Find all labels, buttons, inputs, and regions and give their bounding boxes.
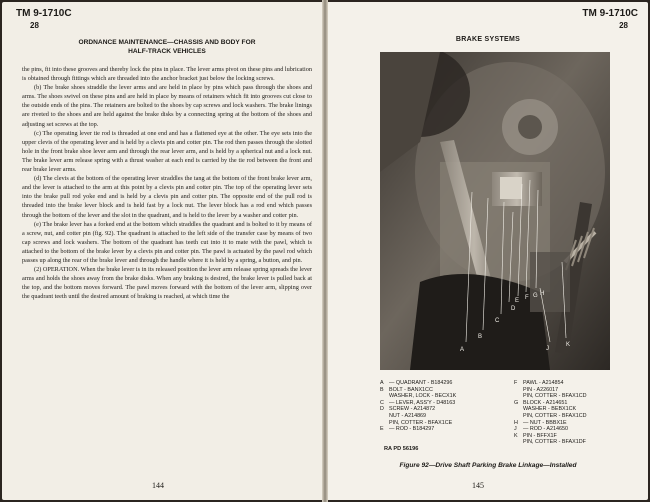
callout-letter-h: H (540, 291, 545, 297)
callout-item: WASHER, LOCK - BECX1K (389, 393, 457, 400)
callout-item: H — NUT - BBBX1E (514, 419, 567, 426)
paragraph: the pins, fit into these grooves and thereby lock the pins in place. The lever arms pivot on these pins and lubrication is obtained through fittings which are threaded into the anchor bracket just below the locking screws. (22, 66, 312, 83)
callout-column-right (514, 380, 634, 446)
callout-letter-e: E (515, 298, 520, 304)
callout-item: F PAWL - A214854 (514, 380, 564, 386)
callout-item: NUT - A214869 (389, 412, 427, 419)
callout-item: D SCREW - A214872 (380, 406, 436, 413)
figure-caption: Figure 92—Drive Shaft Parking Brake Linkage—Installed (399, 462, 577, 469)
callout-letter-c: C (495, 318, 500, 324)
left-title-line2: HALF-TRACK VEHICLES (128, 48, 206, 55)
right-page-number: 145 (472, 481, 484, 490)
callout-item: PIN, COTTER - BFAX1CE (389, 419, 453, 426)
callout-item: B BOLT - BANX1CC (380, 386, 433, 393)
callout-letter-j: J (546, 346, 549, 352)
paragraph: (b) The brake shoes straddle the lever arms and are held in place by pins which pass through the shoes and arms. The shoes swivel on these pins and are held in place by means of retainers which fit into grooves cut close to the outside ends of the pins. The retainers are bolted to the shoes by cap screws and lock washers. The brake linings are riveted to the shoes and are held against the brake disks by a connecting spring at the bottom of the shoes and adjusting set screws at the top. (22, 84, 312, 128)
ra-pd-reference: RA PD 56196 (384, 446, 419, 452)
callout-letter-k: K (566, 342, 571, 348)
callout-item: K PIN - BFFX1F (514, 432, 557, 439)
callout-item: G BLOCK - A214651 (514, 399, 568, 406)
callout-item: PIN - A226017 (523, 386, 559, 393)
callout-letter-b: B (478, 334, 483, 340)
left-header-tm: TM 9-1710C (16, 8, 72, 19)
callout-letter-g: G (533, 293, 538, 299)
callout-item: E — ROD - B184297 (380, 426, 435, 433)
left-header-section: 28 (30, 21, 39, 30)
paragraph: (2) OPERATION. When the brake lever is in its released position the lever arm release spring spreads the lever arms and holds the shoes away from the brake disks. When any braking is desired, the brake lever is pulled back at the top, and the bottom moves forward. The pawl moves forward with the bottom of the lever arm, slipping over the quadrant teeth until the desired amount of braking is reached, at which time the (22, 266, 312, 301)
right-header-tm: TM 9-1710C (582, 8, 638, 19)
section-title: BRAKE SYSTEMS (455, 36, 521, 43)
callout-item: WASHER - BEBX1CK (523, 406, 577, 413)
callout-item: PIN, COTTER - BFAX1CD (523, 412, 587, 419)
right-header-section: 28 (619, 21, 628, 30)
paragraph: (e) The brake lever has a forked end at the bottom which straddles the quadrant and is bolted to it by means of a screw, nut, and cotter pin (fig. 92). The quadrant is attached to the left side of the transfer case by means of two cap screws and lock washers. The bottom of the quadrant has teeth cut into it to mate with the pawl, which is attached to the bottom of the brake lever by a clevis pin and cotter pin. The pawl is actuated by the pawl rod which passes up along the rear of the brake lever and through the handle where it is held by a spring, a button, and pin. (22, 220, 312, 264)
left-page-title (22, 38, 312, 56)
callout-letter-a: A (460, 347, 465, 353)
callout-letter-d: D (511, 306, 516, 312)
left-page-number: 144 (152, 481, 164, 490)
callout-item: J — ROD - A214650 (514, 426, 568, 433)
photo-illustration (380, 52, 610, 370)
callout-letter-f: F (525, 295, 529, 301)
callout-column-left (380, 380, 502, 433)
callout-item: PIN, COTTER - BFAX1DF (523, 439, 586, 446)
paragraph: (d) The clevis at the bottom of the operating lever straddles the tang at the bottom of the front brake lever arm, and the lever is attached to the arm at this point by a clevis pin and cotter pin. The top of the operating lever sets into the brake pull rod yoke end and is held by a clevis pin and cotter pin. The opposite end of the pull rod is threaded into the brake lever block and is held fast by a lock nut. The lever block has a rod end which passes through the bottom of the lever and the slot in the quadrant, and is held to the lever by a washer and cotter pin. (22, 175, 312, 219)
callout-item: C — LEVER, ASS'Y - D48163 (380, 399, 456, 406)
right-page (328, 2, 648, 500)
left-body-text (22, 65, 312, 301)
brake-linkage-photo (380, 52, 610, 370)
callout-item: PIN, COTTER - BFAX1CD (523, 393, 587, 400)
paragraph: (c) The operating lever tie rod is threaded at one end and has a flattened eye at the other. The eye sets into the upper clevis of the operating lever and is held by a clevis pin and cotter pin. The rod then passes through the slotted hole in the front brake shoe lever arm and through the rear lever arm, and is held by a spherical nut and a lock nut. The brake lever arm release spring with a thrust washer at each end is carried by the tie rod between the front and rear brake lever arms. (22, 129, 312, 174)
left-title-line1: ORDNANCE MAINTENANCE—CHASSIS AND BODY FOR (78, 39, 256, 46)
callout-item: A — QUADRANT - B184296 (380, 380, 453, 386)
left-page (2, 2, 322, 500)
